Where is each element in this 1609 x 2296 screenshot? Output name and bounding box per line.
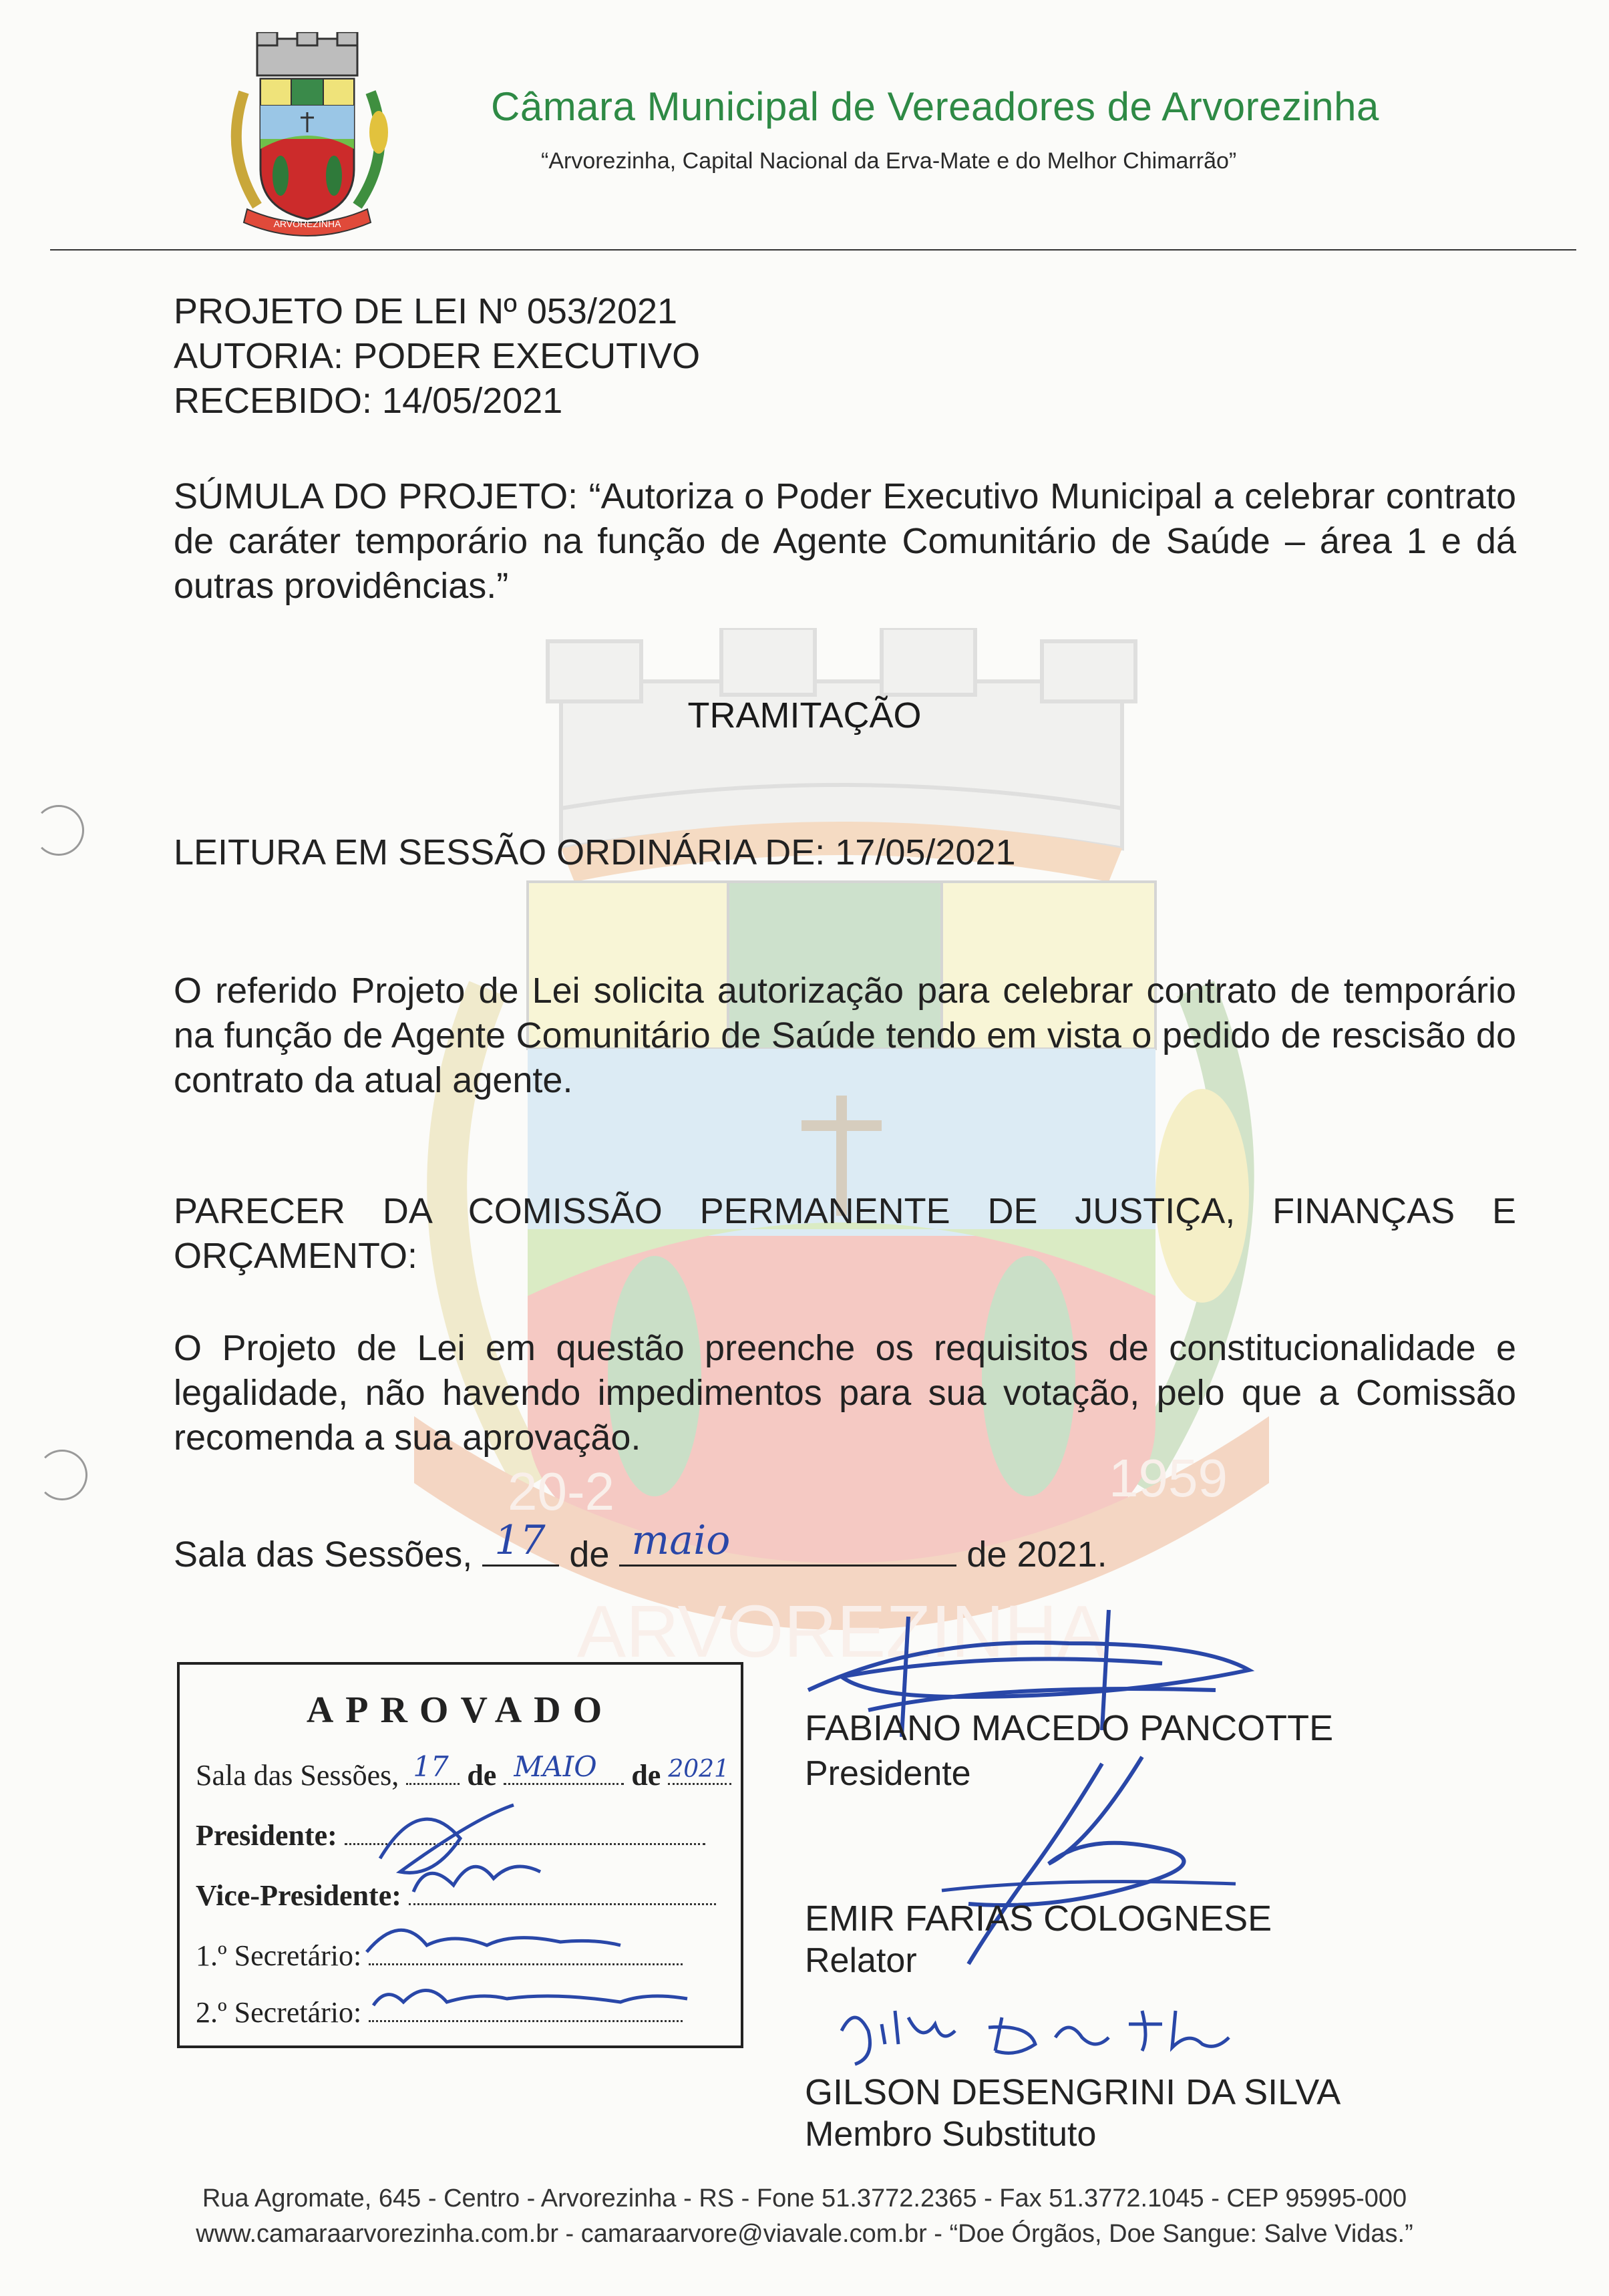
president-role: Presidente bbox=[805, 1754, 971, 1793]
session-suffix: de 2021. bbox=[966, 1534, 1107, 1575]
stamp-sala-label: Sala das Sessões, bbox=[196, 1759, 399, 1792]
project-summary: SÚMULA DO PROJETO: “Autoriza o Poder Executivo Municipal a celebrar contrato de caráter temporário na função de Agente Comunitário de Saúde – área 1 e dá outras providências.” bbox=[174, 476, 1516, 606]
month-field bbox=[619, 1517, 956, 1567]
project-number: PROJETO DE LEI Nº 053/2021 bbox=[174, 291, 678, 331]
session-prefix: Sala das Sessões, bbox=[174, 1534, 473, 1575]
rapporteur-name: EMIR FARIAS COLOGNESE bbox=[805, 1899, 1272, 1939]
project-authorship: AUTORIA: PODER EXECUTIVO bbox=[174, 336, 701, 376]
header-divider bbox=[50, 249, 1576, 251]
chamber-motto: “Arvorezinha, Capital Nacional da Erva-Mate e do Melhor Chimarrão” bbox=[541, 148, 1237, 174]
chamber-title: Câmara Municipal de Vereadores de Arvorezinha bbox=[491, 84, 1379, 129]
stamp-year: 2021 bbox=[668, 1756, 729, 1783]
project-meta bbox=[174, 289, 700, 424]
stamp-day: 17 bbox=[413, 1750, 449, 1783]
day-field bbox=[482, 1517, 559, 1567]
svg-text:20-2: 20-2 bbox=[508, 1462, 615, 1521]
stamp-signatures bbox=[340, 1778, 741, 2059]
tramitacao-heading: TRAMITAÇÃO bbox=[687, 695, 922, 735]
member-role: Membro Substituto bbox=[805, 2115, 1097, 2154]
svg-text:ARVOREZINHA: ARVOREZINHA bbox=[576, 1591, 1107, 1670]
footer-address: Rua Agromate, 645 - Centro - Arvorezinha - RS - Fone 51.3772.2365 - Fax 51.3772.1045 - CEP 95995-000 bbox=[202, 2184, 1407, 2212]
rapporteur-role: Relator bbox=[805, 1941, 917, 1980]
punch-hole-bottom bbox=[37, 1450, 87, 1500]
session-de: de bbox=[569, 1534, 610, 1575]
stamp-de1: de bbox=[467, 1759, 497, 1792]
handwritten-month: maio bbox=[631, 1517, 731, 1564]
stamp-de2: de bbox=[631, 1759, 661, 1792]
request-paragraph: O referido Projeto de Lei solicita autorização para celebrar contrato de temporário na função de Agente Comunitário de Saúde tendo em vista o pedido de rescisão do contrato da atual agente. bbox=[174, 971, 1516, 1100]
committee-opinion-body: O Projeto de Lei em questão preenche os requisitos de constitucionalidade e legalidade, não havendo impedimentos para sua votação, pelo que a Comissão recomenda a sua aprovação. bbox=[174, 1328, 1516, 1458]
stamp-sec2-label: 2.º Secretário: bbox=[196, 1996, 362, 2029]
project-received-date: RECEBIDO: 14/05/2021 bbox=[174, 381, 563, 421]
coat-of-arms-watermark bbox=[374, 628, 1289, 1670]
member-name: GILSON DESENGRINI DA SILVA bbox=[805, 2072, 1341, 2112]
footer-contacts: www.camaraarvorezinha.com.br - camaraarvore@viavale.com.br - “Doe Órgãos, Doe Sangue: Salve Vidas.” bbox=[196, 2220, 1413, 2248]
punch-hole-top bbox=[33, 805, 84, 856]
session-date-line bbox=[174, 1517, 1107, 1577]
stamp-vice-label: Vice-Presidente: bbox=[196, 1879, 401, 1912]
coat-of-arms-logo bbox=[217, 32, 397, 239]
svg-text:ARVOREZINHA: ARVOREZINHA bbox=[273, 218, 341, 229]
member-signature bbox=[828, 1991, 1242, 2071]
svg-text:1959: 1959 bbox=[1109, 1448, 1228, 1508]
approved-stamp bbox=[177, 1662, 743, 2048]
stamp-month: MAIO bbox=[514, 1750, 597, 1783]
stamp-title: APROVADO bbox=[306, 1689, 614, 1731]
stamp-president-label: Presidente: bbox=[196, 1819, 337, 1852]
stamp-sec1-label: 1.º Secretário: bbox=[196, 1939, 362, 1972]
president-name: FABIANO MACEDO PANCOTTE bbox=[805, 1708, 1334, 1748]
committee-opinion-title: PARECER DA COMISSÃO PERMANENTE DE JUSTIÇA, FINANÇAS E ORÇAMENTO: bbox=[174, 1191, 1516, 1276]
handwritten-day: 17 bbox=[494, 1517, 546, 1564]
reading-session: LEITURA EM SESSÃO ORDINÁRIA DE: 17/05/2021 bbox=[174, 832, 1016, 872]
